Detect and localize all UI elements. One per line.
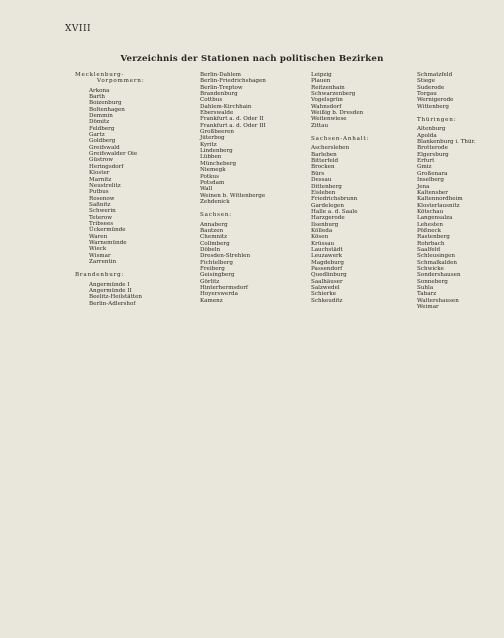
station-name: Tabarz bbox=[417, 291, 437, 298]
station-name: Vogelsgrün bbox=[311, 97, 343, 104]
station-name: Warnemünde bbox=[89, 239, 127, 246]
station-name: Lauchstädt bbox=[311, 246, 343, 253]
station-name: Saßnitz bbox=[89, 201, 111, 208]
station-name: Blankenburg i. Thür. bbox=[417, 139, 476, 146]
station-name: Kölleda bbox=[311, 227, 333, 234]
station-name: Inselberg bbox=[417, 177, 444, 184]
station-name: Gmiz bbox=[417, 164, 432, 171]
station-name: Kloster bbox=[89, 170, 110, 177]
station-name: Potkus bbox=[200, 173, 220, 180]
page-title: Verzeichnis der Stationen nach politischen Bezirken bbox=[120, 54, 384, 64]
station-name: Arkona bbox=[89, 87, 110, 94]
region-heading: Sachsen: bbox=[200, 212, 232, 219]
station-name: Brandenburg bbox=[200, 91, 238, 98]
station-name: Kösen bbox=[311, 234, 329, 241]
station-name: Bitterfeld bbox=[311, 158, 339, 165]
station-name: Boizenburg bbox=[89, 100, 122, 107]
station-name: Wismar bbox=[89, 252, 111, 259]
station-name: Gartz bbox=[89, 132, 105, 139]
station-name: Ilsenburg bbox=[311, 221, 339, 228]
station-name: Schleusingen bbox=[417, 253, 456, 260]
station-name: Suderode bbox=[417, 84, 445, 91]
station-name: Dömitz bbox=[89, 119, 110, 126]
region-heading: Sachsen-Anhalt: bbox=[311, 136, 370, 143]
station-name: Berlin-Adlershof bbox=[89, 300, 136, 307]
station-name: Leuzawerk bbox=[311, 253, 343, 260]
station-name: Wall bbox=[200, 186, 213, 193]
station-column-3 bbox=[311, 72, 369, 304]
station-name: Lübben bbox=[200, 154, 222, 161]
station-name: Weitenwiese bbox=[311, 116, 347, 123]
station-name: Weißig b. Dresden bbox=[311, 110, 364, 117]
station-name: Angermünde II bbox=[89, 288, 132, 294]
station-name: Salzwedel bbox=[311, 285, 340, 291]
station-column-4 bbox=[417, 72, 475, 310]
station-name: Dahlem-Kirchhain bbox=[200, 103, 252, 110]
station-name: Apolda bbox=[417, 132, 437, 139]
station-name: Altenburg bbox=[417, 126, 446, 133]
station-name: Kaltennordheim bbox=[417, 196, 463, 203]
page-number: XVIII bbox=[65, 24, 92, 34]
station-name: Bautzen bbox=[200, 227, 224, 234]
station-name: Kamenz bbox=[200, 297, 223, 304]
station-name: Großenara bbox=[417, 170, 448, 177]
region-heading: Mecklenburg- bbox=[75, 72, 125, 78]
station-name: Goldberg bbox=[89, 138, 116, 145]
station-name: Güstrow bbox=[89, 157, 114, 164]
station-name: Lindenberg bbox=[200, 148, 233, 155]
station-name: Fichtelberg bbox=[200, 259, 233, 266]
station-name: Waltershausen bbox=[417, 297, 459, 304]
station-name: Cottbus bbox=[200, 97, 223, 104]
station-name: Barth bbox=[89, 94, 105, 101]
station-name: Langensalza bbox=[417, 215, 453, 222]
station-name: Heringsdorf bbox=[89, 163, 124, 170]
section-gap bbox=[417, 110, 475, 117]
station-name: Tribsees bbox=[89, 220, 114, 227]
station-name: Wittenberg bbox=[417, 103, 449, 110]
station-name: Frankfurt a. d. Oder III bbox=[200, 122, 266, 129]
station-name: Beelitz-Heilstätten bbox=[89, 294, 143, 301]
station-name: Greifswalder Oie bbox=[89, 151, 138, 158]
station-name: Döbeln bbox=[200, 246, 221, 253]
station-name: Jüterbog bbox=[200, 135, 225, 142]
station-name: Halle a. d. Saale bbox=[311, 208, 358, 215]
station-name: Krüssau bbox=[311, 240, 335, 247]
station-name: Brocken bbox=[311, 164, 335, 171]
station-name: Waren bbox=[89, 233, 108, 240]
station-name: Magdeburg bbox=[311, 259, 344, 266]
section-gap bbox=[200, 205, 266, 212]
station-name: Großbeeren bbox=[200, 129, 235, 136]
station-name: Zehdenick bbox=[200, 198, 230, 205]
station-name: Potsdam bbox=[200, 179, 225, 186]
station-name: Frankfurt a. d. Oder II bbox=[200, 116, 264, 123]
station-name: Gardelegen bbox=[311, 202, 344, 209]
station-name: Friedrichsbrunn bbox=[311, 196, 358, 203]
station-name: Weinen b. Wittenberge bbox=[200, 192, 266, 199]
station-name: Suhla bbox=[417, 285, 434, 291]
station-name: Brotterode bbox=[417, 145, 448, 152]
station-name: Schwicke bbox=[417, 265, 444, 272]
station-name: Annaberg bbox=[200, 221, 228, 228]
station-name: Rosenow bbox=[89, 195, 115, 202]
station-name: Teterow bbox=[89, 214, 112, 221]
station-name: Barleben bbox=[311, 151, 337, 158]
region-heading-continued: Vorpommern: bbox=[97, 78, 145, 85]
station-name: Berlin-Dahlem bbox=[200, 72, 241, 78]
station-name: Saalfeld bbox=[417, 246, 441, 253]
station-name: Putbus bbox=[89, 189, 109, 196]
station-name: Neustrelitz bbox=[89, 182, 121, 189]
station-name: Torgau bbox=[417, 91, 437, 98]
station-name: Schmalkalden bbox=[417, 259, 458, 266]
region-heading: Thüringen: bbox=[417, 117, 457, 124]
station-name: Rohrbach bbox=[417, 240, 445, 247]
station-name: Rastenberg bbox=[417, 234, 450, 241]
station-name: Wieck bbox=[89, 246, 107, 253]
station-name: Schwerin bbox=[89, 208, 116, 215]
station-name: Quedlinburg bbox=[311, 272, 347, 279]
station-name: Görlitz bbox=[200, 278, 220, 285]
station-name: Harzgerode bbox=[311, 215, 345, 222]
station-name: Dessau bbox=[311, 177, 332, 184]
station-name: Elgersburg bbox=[417, 151, 449, 158]
station-name: Freiberg bbox=[200, 265, 225, 272]
station-name: Saalhäuser bbox=[311, 278, 343, 285]
station-name: Erfurt bbox=[417, 158, 435, 165]
station-name: Schkeuditz bbox=[311, 297, 343, 304]
station-name: Demmin bbox=[89, 113, 113, 120]
section-gap bbox=[75, 265, 144, 272]
station-name: Kyritz bbox=[200, 141, 217, 148]
station-name: Stiege bbox=[417, 78, 436, 85]
section-gap bbox=[311, 129, 369, 136]
station-name: Jena bbox=[417, 183, 430, 190]
station-name: Schmatzfeld bbox=[417, 72, 453, 78]
station-name: Dittenberg bbox=[311, 183, 342, 190]
station-name: Greifswald bbox=[89, 144, 120, 151]
station-name: Schierke bbox=[311, 291, 337, 298]
station-name: Passendorf bbox=[311, 265, 343, 272]
station-name: Hoyerswerda bbox=[200, 291, 238, 298]
station-name: Sondershausen bbox=[417, 272, 461, 279]
station-name: Angermünde I bbox=[89, 281, 130, 288]
station-name: Collmberg bbox=[200, 240, 230, 247]
station-name: Klosterlausnitz bbox=[417, 202, 460, 209]
region-heading: Brandenburg: bbox=[75, 272, 125, 279]
station-name: Feldberg bbox=[89, 125, 115, 132]
station-name: Bürs bbox=[311, 170, 325, 177]
station-name: Berlin-Friedrichshagen bbox=[200, 78, 266, 85]
station-name: Kaltensber bbox=[417, 189, 448, 196]
station-name: Weimar bbox=[417, 304, 439, 311]
station-name: Zarrentin bbox=[89, 258, 117, 265]
station-name: Eisleben bbox=[311, 189, 336, 196]
station-column-2 bbox=[200, 72, 266, 304]
station-name: Reitzenhain bbox=[311, 84, 345, 91]
station-name: Schwarzenberg bbox=[311, 91, 356, 98]
station-name: Zittau bbox=[311, 122, 329, 129]
station-name: Chemnitz bbox=[200, 234, 228, 241]
station-name: Eberswalde bbox=[200, 110, 234, 117]
station-name: Müncheberg bbox=[200, 160, 237, 167]
station-column-1 bbox=[75, 72, 144, 307]
station-name: Geisingberg bbox=[200, 272, 235, 279]
station-name: Boltenhagen bbox=[89, 106, 125, 113]
station-name: Lehesten bbox=[417, 221, 443, 228]
station-name: Berlin-Treptow bbox=[200, 84, 243, 91]
station-name: Pößneck bbox=[417, 227, 442, 234]
station-name: Dresden-Strehlen bbox=[200, 253, 251, 260]
station-name: Marnitz bbox=[89, 176, 112, 183]
station-name: Kötschau bbox=[417, 208, 444, 215]
station-name: Niemegk bbox=[200, 167, 226, 174]
station-name: Sonneberg bbox=[417, 278, 448, 285]
station-name: Wahnsdorf bbox=[311, 103, 342, 110]
station-name: Leipzig bbox=[311, 72, 332, 78]
station-name: Wernigerode bbox=[417, 97, 454, 104]
station-name: Hinterhermsdorf bbox=[200, 285, 248, 291]
station-name: Ückermünde bbox=[89, 227, 126, 234]
station-name: Plauen bbox=[311, 78, 331, 85]
station-name: Aschersleben bbox=[311, 145, 350, 152]
